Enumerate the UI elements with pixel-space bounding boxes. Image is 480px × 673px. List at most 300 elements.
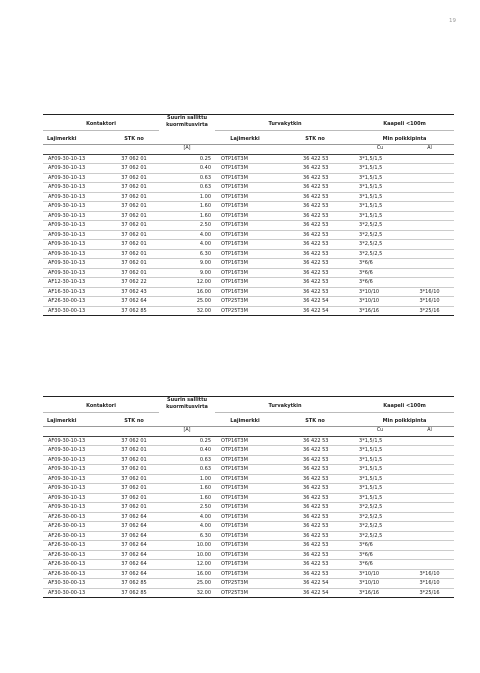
cell-max-current: 9.00 [159,268,215,278]
group-header-cable: Kaapeli <100m [355,115,454,131]
cell-switch-stk: 36 422 53 [275,164,355,174]
cell-contactor-type: AF12-30-10-13 [43,278,109,288]
cell-cable-cu: 3*10/10 [355,287,405,297]
cell-contactor-stk: 37 062 01 [109,249,159,259]
cell-switch-type: OTP16T3M [215,154,275,164]
cell-switch-type: OTP16T3M [215,221,275,231]
cell-switch-type: OTP16T3M [215,560,275,570]
column-header-min-cross-section: Min poikkipinta [382,135,427,142]
cell-contactor-stk: 37 062 01 [109,259,159,269]
table-row [43,569,454,579]
cell-cable-al [405,550,454,560]
cell-contactor-type: AF09-30-10-13 [43,183,109,193]
cell-contactor-type: AF09-30-10-13 [43,230,109,240]
table-row [43,588,454,598]
cell-contactor-stk: 37 062 01 [109,474,159,484]
table-row [43,484,454,494]
cell-switch-type: OTP16T3M [215,164,275,174]
table-row [43,512,454,522]
cell-cable-cu: 3*1,5/1,5 [355,446,405,456]
cell-switch-type: OTP16T3M [215,183,275,193]
cell-cable-al [405,202,454,212]
cell-cable-cu: 3*1,5/1,5 [355,183,405,193]
cell-switch-type: OTP16T3M [215,211,275,221]
cell-switch-type: OTP16T3M [215,287,275,297]
cell-contactor-type: AF09-30-10-13 [43,249,109,259]
cell-contactor-stk: 37 062 01 [109,192,159,202]
unit-empty [43,427,109,437]
cell-contactor-type: AF26-30-00-13 [43,560,109,570]
cell-contactor-type: AF09-30-10-13 [43,484,109,494]
cell-cable-al [405,278,454,288]
cell-switch-type: OTP25T3M [215,588,275,598]
table-row [43,560,454,570]
unit-current: [A] [159,145,215,155]
cell-contactor-type: AF09-30-10-13 [43,436,109,446]
cell-cable-cu: 3*1,5/1,5 [355,202,405,212]
unit-al: Al [405,145,454,155]
table-row [43,531,454,541]
cell-max-current: 1.00 [159,192,215,202]
cell-max-current: 4.00 [159,512,215,522]
cell-switch-type: OTP16T3M [215,484,275,494]
unit-row [43,145,454,155]
cell-cable-cu: 3*1,5/1,5 [355,154,405,164]
cell-cable-al [405,522,454,532]
table-row [43,474,454,484]
column-header-stk: STK no [124,135,144,142]
cell-contactor-type: AF09-30-10-13 [43,211,109,221]
cell-contactor-type: AF09-30-10-13 [43,465,109,475]
cell-max-current: 4.00 [159,230,215,240]
cell-switch-stk: 36 422 53 [275,278,355,288]
cell-cable-cu: 3*2,5/2,5 [355,249,405,259]
cell-contactor-type: AF26-30-00-13 [43,512,109,522]
cell-contactor-type: AF26-30-00-13 [43,531,109,541]
column-header-brand: Lajimerkki [47,417,77,424]
table-row [43,446,454,456]
table-row [43,268,454,278]
cell-max-current: 12.00 [159,278,215,288]
cell-max-current: 1.60 [159,493,215,503]
cell-contactor-stk: 37 062 64 [109,297,159,307]
cell-max-current: 2.50 [159,221,215,231]
cell-max-current: 1.60 [159,211,215,221]
cell-cable-al [405,164,454,174]
cell-switch-stk: 36 422 53 [275,173,355,183]
cell-contactor-stk: 37 062 01 [109,465,159,475]
table-row [43,278,454,288]
column-header-spacer [159,412,215,427]
cell-cable-cu: 3*6/6 [355,259,405,269]
unit-empty [275,427,355,437]
cell-max-current: 6.30 [159,531,215,541]
table-row [43,202,454,212]
table-row [43,230,454,240]
cell-switch-type: OTP16T3M [215,455,275,465]
cell-switch-type: OTP16T3M [215,446,275,456]
cell-contactor-stk: 37 062 01 [109,230,159,240]
table-row [43,249,454,259]
column-header-spacer [159,130,215,145]
cell-contactor-stk: 37 062 01 [109,173,159,183]
cell-switch-stk: 36 422 53 [275,154,355,164]
cell-max-current: 25.00 [159,297,215,307]
cell-max-current: 0.40 [159,164,215,174]
cell-cable-cu: 3*6/6 [355,541,405,551]
group-header-row [43,115,454,131]
cell-cable-al [405,474,454,484]
cell-contactor-stk: 37 062 01 [109,503,159,513]
table-row [43,550,454,560]
cell-cable-cu: 3*1,5/1,5 [355,173,405,183]
group-header-cable: Kaapeli <100m [355,397,454,413]
cell-contactor-type: AF09-30-10-13 [43,259,109,269]
cell-cable-al [405,512,454,522]
cell-switch-type: OTP16T3M [215,230,275,240]
column-header-stk: STK no [124,417,144,424]
cell-cable-cu: 3*10/10 [355,297,405,307]
cell-max-current: 0.63 [159,465,215,475]
cell-contactor-type: AF09-30-10-13 [43,446,109,456]
cell-cable-cu: 3*1,5/1,5 [355,493,405,503]
cell-max-current: 16.00 [159,569,215,579]
table-row [43,211,454,221]
cell-switch-type: OTP16T3M [215,465,275,475]
column-header-row [43,412,454,427]
cell-switch-type: OTP16T3M [215,522,275,532]
cell-contactor-stk: 37 062 64 [109,569,159,579]
cell-contactor-type: AF09-30-10-13 [43,455,109,465]
cell-cable-cu: 3*1,5/1,5 [355,465,405,475]
unit-row [43,427,454,437]
cell-contactor-stk: 37 062 01 [109,202,159,212]
cell-switch-stk: 36 422 53 [275,560,355,570]
cell-contactor-type: AF30-30-00-13 [43,306,109,316]
cell-cable-cu: 3*2,5/2,5 [355,230,405,240]
cell-max-current: 4.00 [159,240,215,250]
cell-contactor-stk: 37 062 22 [109,278,159,288]
cell-max-current: 32.00 [159,588,215,598]
cell-switch-stk: 36 422 53 [275,484,355,494]
cell-switch-type: OTP16T3M [215,512,275,522]
cell-contactor-type: AF26-30-00-13 [43,297,109,307]
selection-table [43,114,454,316]
cell-contactor-stk: 37 062 01 [109,211,159,221]
cell-switch-type: OTP25T3M [215,297,275,307]
column-header-stk-2: STK no [305,417,325,424]
cell-switch-stk: 36 422 53 [275,541,355,551]
cell-cable-al [405,436,454,446]
table-row [43,297,454,307]
cell-switch-stk: 36 422 53 [275,569,355,579]
cell-cable-cu: 3*16/16 [355,588,405,598]
cell-contactor-type: AF09-30-10-13 [43,173,109,183]
group-header-contactor: Kontaktori [43,397,159,413]
cell-cable-cu: 3*6/6 [355,550,405,560]
cell-switch-stk: 36 422 54 [275,579,355,589]
cell-switch-stk: 36 422 53 [275,455,355,465]
unit-empty [215,145,275,155]
table-row [43,164,454,174]
cell-cable-al [405,560,454,570]
cell-contactor-type: AF30-30-00-13 [43,588,109,598]
cell-switch-stk: 36 422 53 [275,287,355,297]
cell-cable-al [405,154,454,164]
table-row [43,192,454,202]
cell-cable-al: 3*25/16 [405,306,454,316]
cell-switch-stk: 36 422 54 [275,297,355,307]
group-header-protection: Turvakytkin [215,397,355,413]
cell-max-current: 12.00 [159,560,215,570]
table-row [43,436,454,446]
cell-contactor-stk: 37 062 64 [109,541,159,551]
cell-cable-al [405,192,454,202]
unit-cu: Cu [355,427,405,437]
cell-max-current: 1.60 [159,484,215,494]
group-header-current: Suurin sallittu kuormitusvirta [166,115,208,128]
cell-cable-al [405,259,454,269]
cell-max-current: 1.60 [159,202,215,212]
table-row [43,522,454,532]
cell-cable-al [405,230,454,240]
cell-switch-type: OTP16T3M [215,173,275,183]
cell-switch-type: OTP16T3M [215,278,275,288]
cell-switch-type: OTP16T3M [215,259,275,269]
group-header-contactor: Kontaktori [43,115,159,131]
cell-switch-stk: 36 422 53 [275,259,355,269]
selection-table-1 [43,114,454,316]
cell-contactor-stk: 37 062 01 [109,493,159,503]
cell-contactor-stk: 37 062 64 [109,522,159,532]
cell-max-current: 9.00 [159,259,215,269]
unit-empty [43,145,109,155]
cell-cable-cu: 3*2,5/2,5 [355,503,405,513]
table-row [43,183,454,193]
cell-switch-type: OTP16T3M [215,240,275,250]
selection-table-2 [43,396,454,598]
cell-switch-stk: 36 422 53 [275,446,355,456]
cell-contactor-type: AF09-30-10-13 [43,221,109,231]
cell-cable-cu: 3*2,5/2,5 [355,240,405,250]
cell-max-current: 10.00 [159,550,215,560]
cell-contactor-stk: 37 062 85 [109,579,159,589]
table-row [43,154,454,164]
cell-switch-stk: 36 422 53 [275,474,355,484]
cell-contactor-stk: 37 062 01 [109,164,159,174]
cell-switch-type: OTP16T3M [215,541,275,551]
unit-empty [109,427,159,437]
cell-switch-stk: 36 422 53 [275,192,355,202]
cell-switch-stk: 36 422 53 [275,249,355,259]
cell-cable-al [405,221,454,231]
cell-cable-al: 3*16/10 [405,287,454,297]
cell-cable-al: 3*16/10 [405,297,454,307]
table-row [43,503,454,513]
cell-max-current: 0.25 [159,436,215,446]
cell-max-current: 4.00 [159,522,215,532]
column-header-stk-2: STK no [305,135,325,142]
cell-contactor-type: AF26-30-00-13 [43,550,109,560]
unit-current: [A] [159,427,215,437]
cell-cable-cu: 3*1,5/1,5 [355,211,405,221]
cell-switch-stk: 36 422 53 [275,240,355,250]
cell-cable-al [405,493,454,503]
table-row [43,465,454,475]
cell-contactor-type: AF26-30-00-13 [43,541,109,551]
cell-cable-al [405,268,454,278]
cell-cable-al [405,503,454,513]
column-header-brand-2: Lajimerkki [230,135,260,142]
cell-contactor-type: AF09-30-10-13 [43,268,109,278]
cell-contactor-type: AF09-30-10-13 [43,240,109,250]
cell-switch-type: OTP16T3M [215,202,275,212]
unit-empty [109,145,159,155]
cell-contactor-type: AF30-30-00-13 [43,579,109,589]
cell-switch-stk: 36 422 53 [275,493,355,503]
cell-cable-al [405,446,454,456]
cell-contactor-stk: 37 062 43 [109,287,159,297]
unit-empty [215,427,275,437]
cell-contactor-type: AF09-30-10-13 [43,202,109,212]
cell-contactor-stk: 37 062 85 [109,588,159,598]
cell-cable-cu: 3*2,5/2,5 [355,512,405,522]
cell-max-current: 0.63 [159,183,215,193]
cell-switch-stk: 36 422 53 [275,531,355,541]
unit-empty [275,145,355,155]
cell-contactor-stk: 37 062 85 [109,306,159,316]
cell-switch-type: OTP16T3M [215,531,275,541]
cell-cable-al: 3*16/10 [405,579,454,589]
cell-cable-al [405,484,454,494]
cell-max-current: 6.30 [159,249,215,259]
cell-cable-cu: 3*16/16 [355,306,405,316]
cell-contactor-type: AF09-30-10-13 [43,503,109,513]
cell-contactor-type: AF09-30-10-13 [43,474,109,484]
cell-switch-type: OTP16T3M [215,569,275,579]
cell-switch-stk: 36 422 53 [275,221,355,231]
cell-contactor-stk: 37 062 64 [109,512,159,522]
cell-max-current: 25.00 [159,579,215,589]
cell-contactor-stk: 37 062 01 [109,154,159,164]
cell-contactor-type: AF09-30-10-13 [43,164,109,174]
cell-contactor-stk: 37 062 01 [109,240,159,250]
page-number: 19 [449,18,456,24]
cell-max-current: 32.00 [159,306,215,316]
cell-switch-type: OTP25T3M [215,306,275,316]
cell-contactor-type: AF09-30-10-13 [43,493,109,503]
cell-contactor-stk: 37 062 64 [109,550,159,560]
cell-contactor-stk: 37 062 64 [109,560,159,570]
cell-cable-cu: 3*2,5/2,5 [355,531,405,541]
cell-cable-cu: 3*1,5/1,5 [355,474,405,484]
cell-contactor-stk: 37 062 01 [109,484,159,494]
cell-switch-stk: 36 422 53 [275,211,355,221]
cell-contactor-type: AF26-30-00-13 [43,569,109,579]
cell-max-current: 10.00 [159,541,215,551]
selection-table [43,396,454,598]
cell-contactor-stk: 37 062 64 [109,531,159,541]
cell-cable-cu: 3*6/6 [355,278,405,288]
unit-cu: Cu [355,145,405,155]
table-row [43,221,454,231]
cell-max-current: 1.00 [159,474,215,484]
table-row [43,287,454,297]
group-header-current: Suurin sallittu kuormitusvirta [166,397,208,410]
table-row [43,455,454,465]
cell-switch-type: OTP25T3M [215,579,275,589]
cell-switch-type: OTP16T3M [215,493,275,503]
cell-switch-stk: 36 422 53 [275,503,355,513]
cell-contactor-stk: 37 062 01 [109,455,159,465]
cell-cable-al [405,465,454,475]
cell-cable-al [405,249,454,259]
table-row [43,240,454,250]
column-header-brand: Lajimerkki [47,135,77,142]
cell-cable-cu: 3*1,5/1,5 [355,192,405,202]
cell-contactor-stk: 37 062 01 [109,446,159,456]
cell-switch-type: OTP16T3M [215,192,275,202]
cell-max-current: 2.50 [159,503,215,513]
cell-switch-stk: 36 422 53 [275,183,355,193]
cell-cable-cu: 3*6/6 [355,560,405,570]
cell-cable-al: 3*25/16 [405,588,454,598]
cell-cable-al [405,173,454,183]
cell-switch-type: OTP16T3M [215,249,275,259]
cell-cable-cu: 3*1,5/1,5 [355,164,405,174]
cell-switch-type: OTP16T3M [215,268,275,278]
cell-switch-type: OTP16T3M [215,503,275,513]
table-row [43,493,454,503]
cell-cable-al [405,183,454,193]
cell-cable-cu: 3*1,5/1,5 [355,484,405,494]
cell-switch-type: OTP16T3M [215,550,275,560]
cell-contactor-stk: 37 062 01 [109,268,159,278]
group-header-protection: Turvakytkin [215,115,355,131]
cell-switch-stk: 36 422 53 [275,522,355,532]
cell-contactor-stk: 37 062 01 [109,183,159,193]
cell-max-current: 0.63 [159,173,215,183]
cell-cable-al [405,240,454,250]
cell-cable-al [405,211,454,221]
cell-cable-cu: 3*1,5/1,5 [355,455,405,465]
cell-switch-stk: 36 422 53 [275,512,355,522]
unit-al: Al [405,427,454,437]
cell-contactor-stk: 37 062 01 [109,436,159,446]
cell-switch-type: OTP16T3M [215,436,275,446]
cell-cable-cu: 3*2,5/2,5 [355,221,405,231]
cell-contactor-stk: 37 062 01 [109,221,159,231]
cell-switch-stk: 36 422 54 [275,306,355,316]
cell-cable-cu: 3*6/6 [355,268,405,278]
cell-switch-stk: 36 422 53 [275,550,355,560]
cell-cable-al [405,541,454,551]
cell-max-current: 16.00 [159,287,215,297]
cell-cable-cu: 3*1,5/1,5 [355,436,405,446]
column-header-brand-2: Lajimerkki [230,417,260,424]
cell-switch-stk: 36 422 53 [275,230,355,240]
cell-contactor-type: AF16-30-10-13 [43,287,109,297]
cell-cable-al: 3*16/10 [405,569,454,579]
cell-cable-cu: 3*2,5/2,5 [355,522,405,532]
table-row [43,579,454,589]
cell-switch-stk: 36 422 54 [275,588,355,598]
column-header-min-cross-section: Min poikkipinta [382,417,427,424]
cell-cable-cu: 3*10/10 [355,579,405,589]
group-header-row [43,397,454,413]
cell-switch-stk: 36 422 53 [275,202,355,212]
table-row [43,259,454,269]
